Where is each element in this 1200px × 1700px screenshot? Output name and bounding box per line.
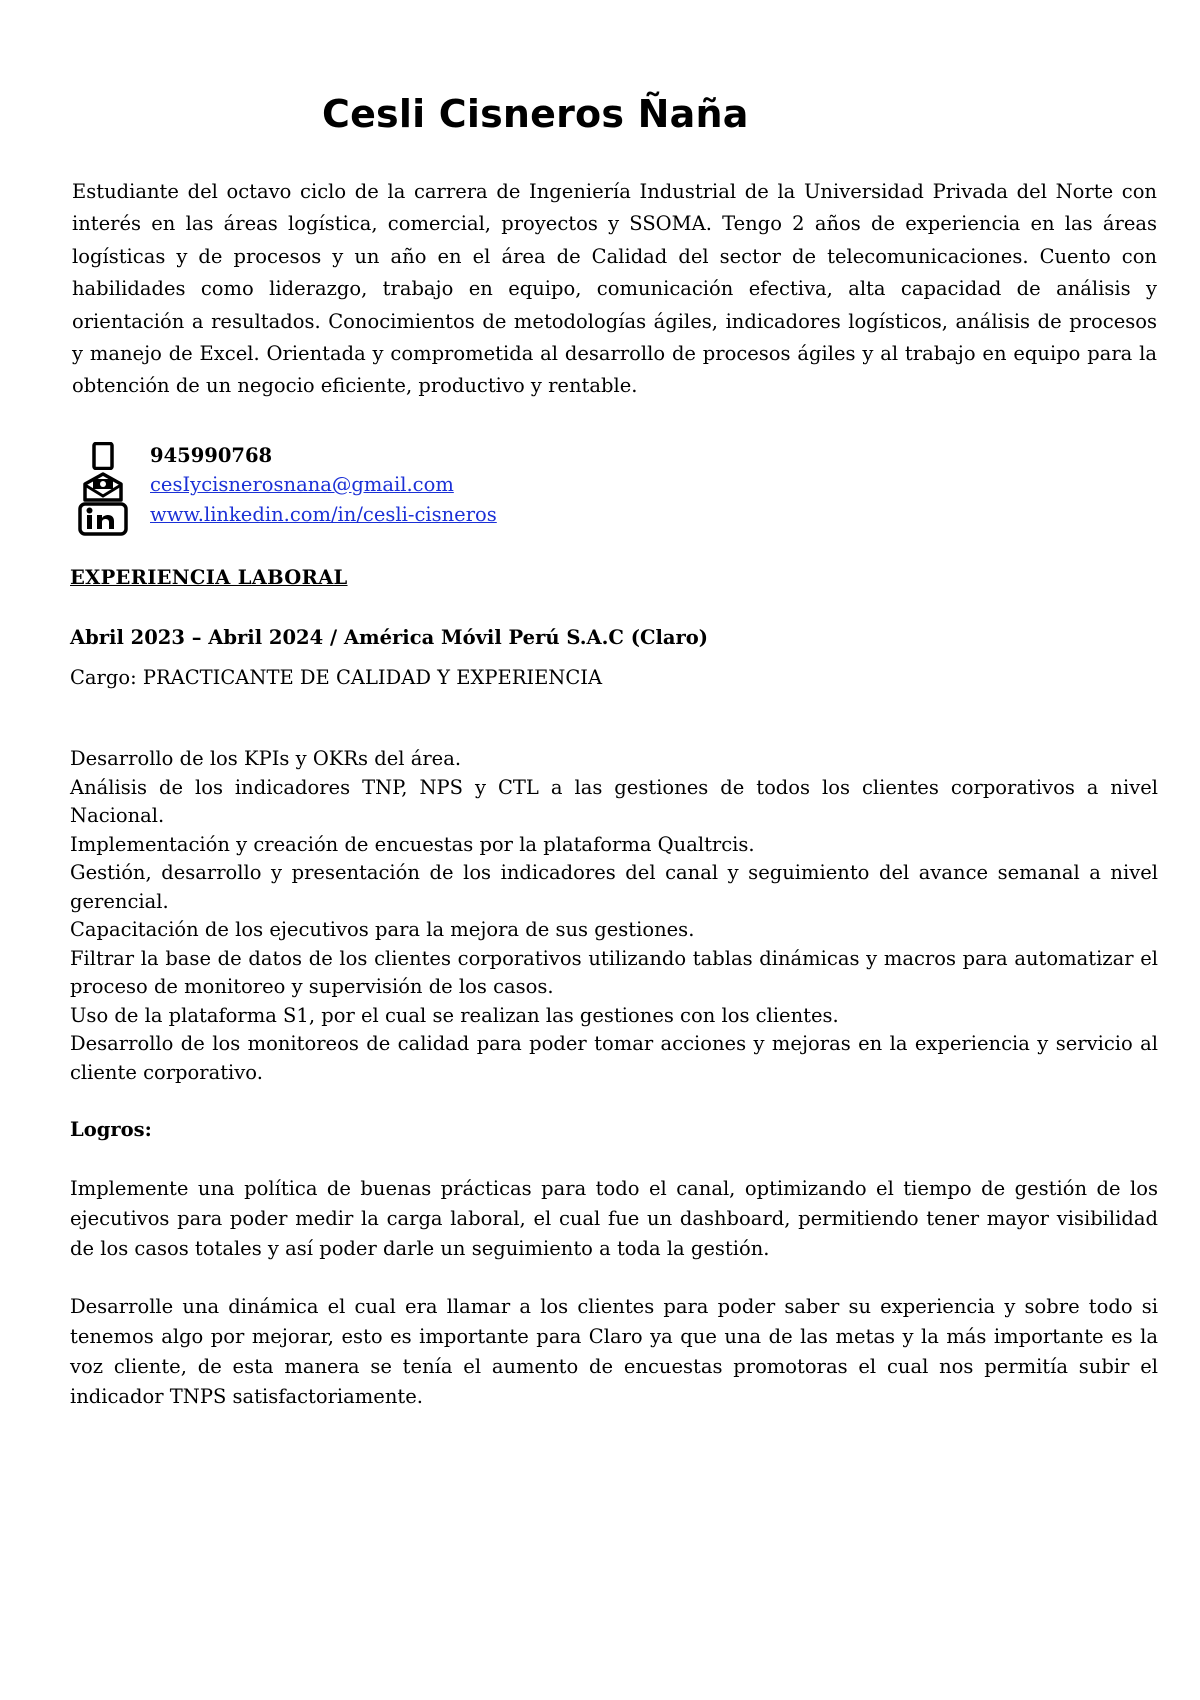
duty-item: Análisis de los indicadores TNP, NPS y CTL a las gestiones de todos los clientes corporativos a nivel Nacional.: [70, 775, 1158, 827]
achievement-item: Desarrolle una dinámica el cual era llamar a los clientes para poder saber su experiencia y sobre todo si tenemos algo por mejorar, esto es importante para Claro ya que una de las metas y la más importante es la voz cliente, de esta manera se tenía el aumento de encuestas promotoras el cual nos permitía subir el indicador TNPS satisfactoriamente.: [70, 1295, 1158, 1408]
duty-item: Capacitación de los ejecutivos para la mejora de sus gestiones.: [70, 918, 695, 941]
job-role: Cargo: PRACTICANTE DE CALIDAD Y EXPERIENCIA: [70, 666, 603, 689]
duty-item: Filtrar la base de datos de los clientes corporativos utilizando tablas dinámicas y macros para automatizar el proceso de monitoreo y supervisión de los casos.: [70, 946, 1158, 998]
job-header: Abril 2023 – Abril 2024 / América Móvil Perú S.A.C (Claro): [70, 626, 709, 649]
duty-item: Implementación y creación de encuestas por la plataforma Qualtrcis.: [70, 832, 755, 856]
profile-summary: Estudiante del octavo ciclo de la carrera de Ingeniería Industrial de la Universidad Privada del Norte con interés en las áreas logística, comercial, proyectos y SSOMA. Tengo 2 años de experiencia en las áreas logísticas y de procesos y un año en el área de Calidad del sector de telecomunicaciones. Cuento con habilidades como liderazgo, trabajo en equipo, comunicación efectiva, alta capacidad de análisis y orientación a resultados. Conocimientos de metodologías ágiles, indicadores logísticos, análisis de procesos y manejo de Excel. Orientada y comprometida al desarrollo de procesos ágiles y al trabajo en equipo para la obtención de un negocio eficiente, productivo y rentable.: [72, 180, 1157, 398]
phone-number: 945990768: [150, 444, 273, 467]
email-link[interactable]: cesIycisnerosnana@gmail.com: [150, 473, 454, 496]
duty-item: Uso de la plataforma S1, por el cual se realizan las gestiones con los clientes.: [70, 1003, 839, 1027]
email-icon: [78, 472, 128, 502]
candidate-name: Cesli Cisneros Ñaña: [322, 92, 749, 136]
achievements-title: Logros:: [70, 1118, 152, 1141]
duty-item: Desarrollo de los monitoreos de calidad para poder tomar acciones y mejoras en la experiencia y servicio al cliente corporativo.: [70, 1032, 1158, 1084]
duty-item: Desarrollo de los KPIs y OKRs del área.: [70, 747, 462, 770]
linkedin-link[interactable]: www.linkedin.com/in/cesli-cisneros: [150, 503, 497, 526]
duty-item: Gestión, desarrollo y presentación de los indicadores del canal y seguimiento del avance semanal a nivel gerencial.: [70, 861, 1158, 913]
achievement-item: Implemente una política de buenas prácticas para todo el canal, optimizando el tiempo de gestión de los ejecutivos para poder medir la carga laboral, el cual fue un dashboard, permitiendo tener mayor visibilidad de los casos totales y así poder darle un seguimiento a toda la gestión.: [70, 1177, 1158, 1260]
experience-section-title: EXPERIENCIA LABORAL: [70, 566, 348, 589]
phone-icon: [78, 442, 128, 470]
duties-list: [70, 745, 1158, 1087]
linkedin-icon: [78, 502, 128, 536]
